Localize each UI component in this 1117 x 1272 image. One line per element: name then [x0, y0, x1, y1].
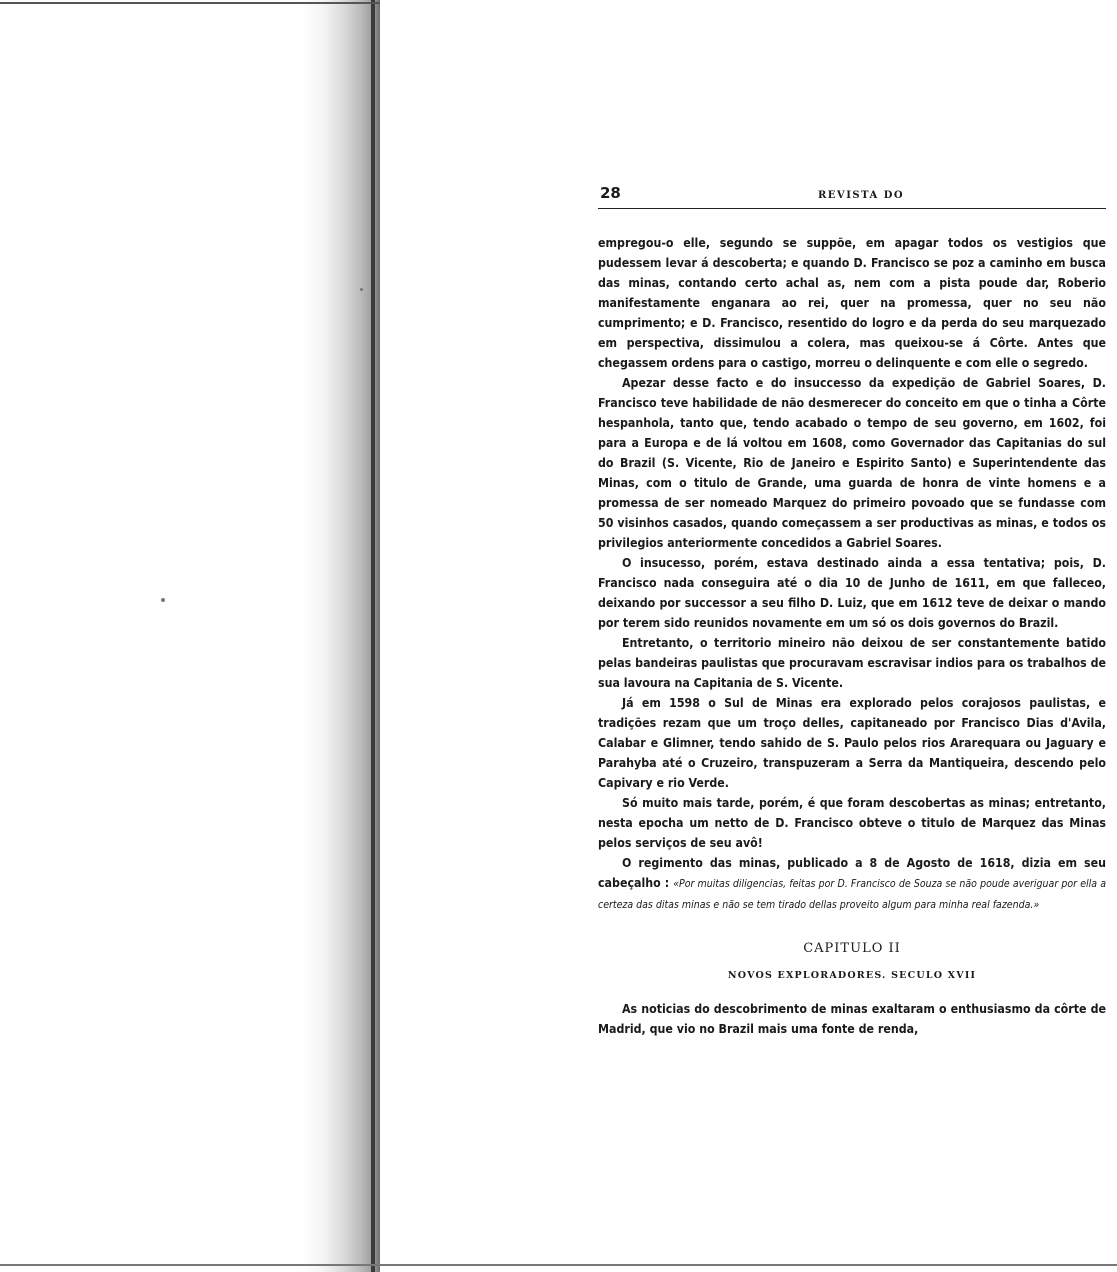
- scan-speck: [360, 288, 363, 291]
- chapter-title: CAPITULO II: [803, 941, 901, 956]
- page-number: 28: [600, 184, 621, 202]
- paragraph: empregou-o elle, segundo se suppõe, em apagar todos os vestigios que pudessem levar á descoberta; e quando D. Francisco se poz a caminho em busca das minas, contando certo achal as, nem com a pista poude dar, Roberio manifestamente enganara ao rei, quer na promessa, quer no seu não cumprimento; e D. Francisco, resentido do logro e da perda do seu marquezado em perspectiva, dissimulou a colera, mas queixou-se á Côrte. Antes que chegassem ordens para o castigo, morreu o delinquente e com elle o segredo.: [598, 236, 1106, 370]
- regimento-quote: «Por muitas diligencias, feitas por D. Francisco de Souza se não poude averiguar por ella a certeza das ditas minas e não se tem tirado dellas proveito algum para minha real fazenda.»: [598, 878, 1106, 911]
- scan-bottom-edge: [0, 1264, 1117, 1266]
- paragraph: Só muito mais tarde, porém, é que foram descobertas as minas; entretanto, nesta epocha um netto de D. Francisco obteve o titulo de Marquez das Minas pelos serviços de seu avô!: [598, 796, 1106, 850]
- regimento-text: O regimento das minas, publicado a 8 de Agosto de 1618, dizia em seu cabeçalho :: [598, 856, 1106, 890]
- paragraph: O insucesso, porém, estava destinado ainda a essa tentativa; pois, D. Francisco nada conseguira até o dia 10 de Junho de 1611, em que falleceo, deixando por successor a seu filho D. Luiz, que em 1612 teve de deixar o mando por terem sido reunidos novamente em um só os dois governos do Brazil.: [598, 556, 1106, 630]
- chapter-opening-paragraph: As noticias do descobrimento de minas exaltaram o enthusiasmo da côrte de Madrid, que vio no Brazil mais uma fonte de renda,: [598, 1002, 1106, 1036]
- paragraph: Já em 1598 o Sul de Minas era explorado pelos corajosos paulistas, e tradições rezam que um troço delles, capitaneado por Francisco Dias d'Avila, Calabar e Glimner, tendo sahido de S. Paulo pelos rios Ararequara ou Jaguary e Parahyba até o Cruzeiro, transpuzeram a Serra da Mantiqueira, descendo pelo Capivary e rio Verde.: [598, 696, 1106, 790]
- book-gutter-shadow: [300, 0, 380, 1272]
- paragraph: Entretanto, o territorio mineiro não deixou de ser constantemente batido pelas bandeiras paulistas que procuravam escravisar indios para os trabalhos de sua lavoura na Capitania de S. Vicente.: [598, 636, 1106, 690]
- body-text: [598, 233, 1106, 915]
- page-fold-edge: [371, 0, 375, 1272]
- paragraph: Apezar desse facto e do insuccesso da expedição de Gabriel Soares, D. Francisco teve habilidade de não desmerecer do conceito em que o tinha a Côrte hespanhola, tanto que, tendo acabado o tempo de seu governo, em 1602, foi para a Europa e de lá voltou em 1608, como Governador das Capitanias do sul do Brazil (S. Vicente, Rio de Janeiro e Espirito Santo) e Superintendente das Minas, com o titulo de Grande, uma guarda de honra de vinte homens e a promessa de ser nomeado Marquez do primeiro povoado que se fundasse com 50 visinhos casados, quando começassem a ser productivas as minas, e todos os privilegios anteriormente concedidos a Gabriel Soares.: [598, 376, 1106, 550]
- running-header: [598, 182, 1106, 209]
- paragraph-regimento: [598, 853, 1106, 915]
- document-page: [598, 182, 1106, 1039]
- scan-speck: [161, 598, 165, 602]
- running-title: REVISTA DO: [818, 190, 905, 201]
- chapter-subtitle: NOVOS EXPLORADORES. SECULO XVII: [727, 970, 977, 981]
- scan-top-edge: [0, 2, 380, 4]
